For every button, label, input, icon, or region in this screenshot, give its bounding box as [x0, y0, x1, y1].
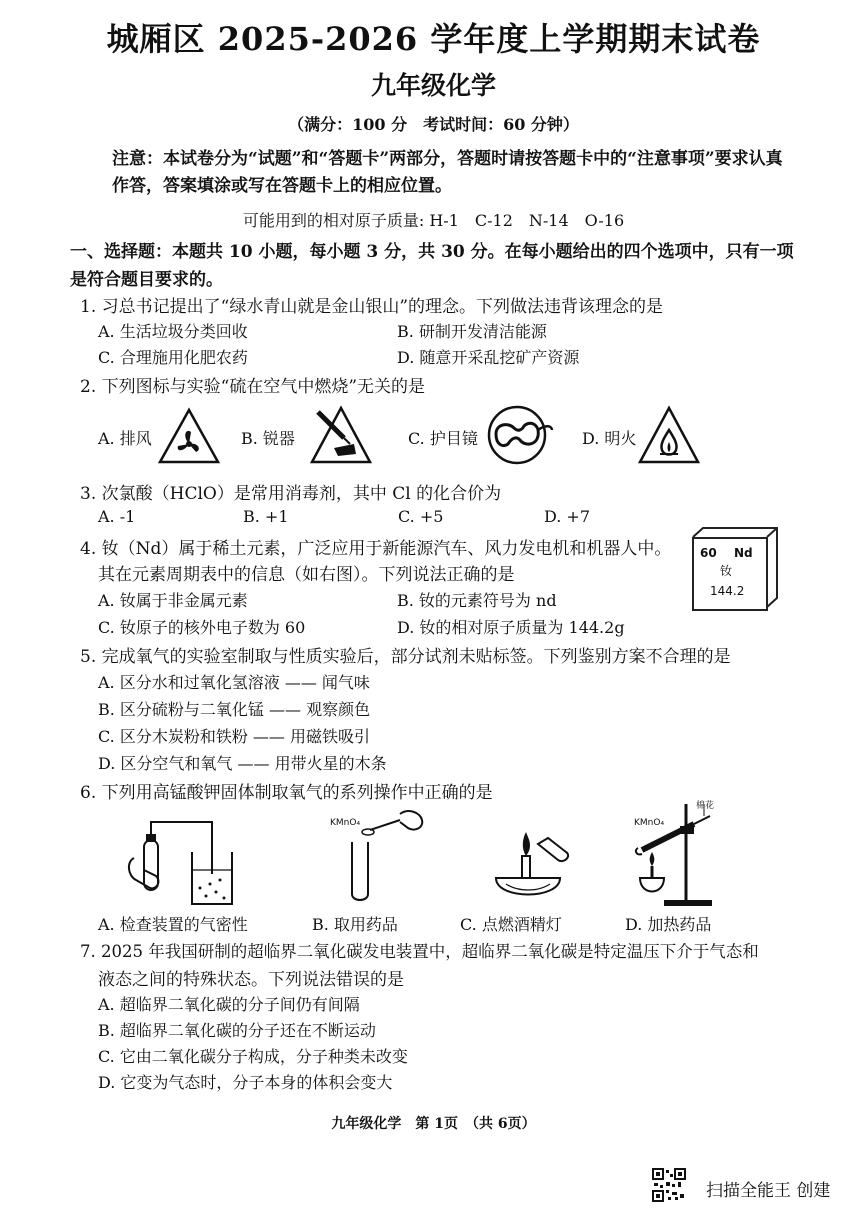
q3-option-d: D. +7 — [544, 507, 591, 526]
q4-stem-line1: 4. 钕（Nd）属于稀土元素，广泛应用于新能源汽车、风力发电机和机器人中。 — [80, 539, 672, 559]
element-card-nd — [692, 537, 768, 611]
q6-option-c: C. 点燃酒精灯 — [460, 915, 562, 934]
q7-option-d: D. 它变为气态时，分子本身的体积会变大 — [98, 1073, 393, 1092]
exam-meta: （满分：100 分 考试时间：60 分钟） — [288, 115, 579, 134]
q5-option-c: C. 区分木炭粉和铁粉 —— 用磁铁吸引 — [98, 727, 371, 746]
q1-option-c: C. 合理施用化肥农药 — [98, 348, 248, 367]
q1-option-d: D. 随意开采乱挖矿产资源 — [397, 348, 580, 367]
page-footer: 九年级化学 第 1页 （共 6页） — [331, 1116, 536, 1132]
q5-stem: 5. 完成氧气的实验室制取与性质实验后，部分试剂未贴标签。下列鉴别方案不合理的是 — [80, 647, 731, 667]
airtightness-apparatus-figure — [120, 818, 250, 912]
element-mass: 144.2 — [710, 584, 745, 598]
q6-stem: 6. 下列用高锰酸钾固体制取氧气的系列操作中正确的是 — [80, 783, 493, 803]
q6-option-a: A. 检查装置的气密性 — [98, 915, 248, 934]
atomic-mass-line: 可能用到的相对原子质量: H-1 C-12 N-14 O-16 — [242, 211, 625, 230]
q2-option-d: D. 明火 — [582, 429, 637, 448]
element-name: 钕 — [720, 564, 733, 578]
exam-subtitle: 九年级化学 — [370, 71, 496, 100]
q6-cotton-label: 棉花 — [696, 801, 715, 811]
q5-option-d: D. 区分空气和氧气 —— 用带火星的木条 — [98, 754, 387, 773]
q7-stem-line1: 7. 2025 年我国研制的超临界二氧化碳发电装置中，超临界二氧化碳是特定温压下介于气态和 — [80, 942, 759, 961]
goggles-icon — [486, 404, 556, 466]
q4-option-d: D. 钕的相对原子质量为 144.2g — [397, 618, 625, 637]
q7-option-c: C. 它由二氧化碳分子构成，分子种类未改变 — [98, 1047, 408, 1066]
q4-option-a: A. 钕属于非金属元素 — [98, 591, 248, 610]
q3-option-b: B. +1 — [243, 507, 289, 526]
q6-kmno4-label-b: KMnO₄ — [330, 818, 361, 828]
q2-option-b: B. 锐器 — [241, 429, 295, 448]
q3-option-a: A. -1 — [98, 507, 136, 526]
exam-title: 城厢区 2025-2026 学年度上学期期末试卷 — [106, 20, 761, 58]
q2-option-a: A. 排风 — [98, 429, 152, 448]
q7-stem-line2: 液态之间的特殊状态。下列说法错误的是 — [98, 970, 404, 990]
q4-option-b: B. 钕的元素符号为 nd — [397, 591, 557, 610]
q4-option-c: C. 钕原子的核外电子数为 60 — [98, 618, 306, 637]
exam-notice: 注意：本试卷分为“试题”和“答题卡”两部分，答题时请按答题卡中的“注意事项”要求认真作答，答案填涂或写在答题卡上的相应位置。 — [112, 149, 783, 196]
sharp-object-icon — [310, 404, 372, 464]
q1-option-b: B. 研制开发清洁能源 — [397, 322, 547, 341]
light-alcohol-lamp-figure — [488, 826, 578, 906]
qr-code-icon — [652, 1168, 686, 1202]
q5-option-b: B. 区分硫粉与二氧化锰 —— 观察颜色 — [98, 700, 371, 719]
q3-stem: 3. 次氯酸（HClO）是常用消毒剂，其中 Cl 的化合价为 — [80, 484, 502, 504]
section-heading: 一、选择题：本题共 10 小题，每小题 3 分，共 30 分。在每小题给出的四个选项中，只有一项是符合题目要求的。 — [70, 242, 794, 290]
q1-stem: 1. 习总书记提出了“绿水青山就是金山银山”的理念。下列做法违背该理念的是 — [80, 297, 664, 317]
q5-option-a: A. 区分水和过氧化氢溶液 —— 闻气味 — [98, 673, 370, 692]
q1-option-a: A. 生活垃圾分类回收 — [98, 322, 248, 341]
heating-reagent-figure — [624, 800, 734, 910]
element-atomic-number: 60 — [700, 546, 717, 560]
q2-option-c: C. 护目镜 — [408, 429, 478, 448]
q6-kmno4-label-d: KMnO₄ — [634, 818, 665, 828]
q2-stem: 2. 下列图标与实验“硫在空气中燃烧”无关的是 — [80, 377, 426, 397]
fan-hazard-icon — [158, 408, 220, 464]
q4-stem-line2: 其在元素周期表中的信息（如右图）。下列说法正确的是 — [98, 565, 515, 585]
scanner-watermark: 扫描全能王 创建 — [706, 1181, 831, 1201]
q7-option-a: A. 超临界二氧化碳的分子间仍有间隔 — [98, 995, 360, 1014]
open-flame-icon — [638, 406, 700, 464]
q6-option-d: D. 加热药品 — [625, 915, 712, 934]
q6-option-b: B. 取用药品 — [312, 915, 398, 934]
element-symbol: Nd — [734, 546, 753, 560]
q7-option-b: B. 超临界二氧化碳的分子还在不断运动 — [98, 1021, 376, 1040]
q3-option-c: C. +5 — [398, 507, 444, 526]
